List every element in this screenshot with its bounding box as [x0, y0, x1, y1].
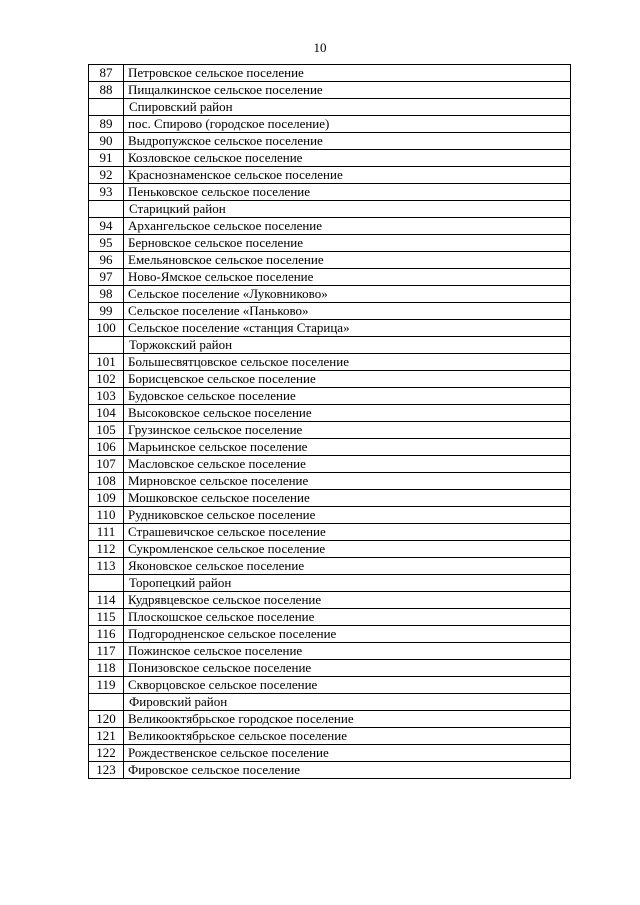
settlement-name-cell: Марьинское сельское поселение: [124, 439, 571, 456]
table-row: [89, 558, 571, 575]
table-row: [89, 371, 571, 388]
table-row: [89, 303, 571, 320]
settlement-name-cell: Сельское поселение «станция Старица»: [124, 320, 571, 337]
settlement-name-cell: Яконовское сельское поселение: [124, 558, 571, 575]
settlement-name-cell: Борисцевское сельское поселение: [124, 371, 571, 388]
row-number-cell: 115: [89, 609, 124, 626]
row-number-cell: 116: [89, 626, 124, 643]
settlement-name-cell: Великооктябрьское городское поселение: [124, 711, 571, 728]
row-number-cell: 90: [89, 133, 124, 150]
settlement-name-cell: Краснознаменское сельское поселение: [124, 167, 571, 184]
settlement-name-cell: Рудниковское сельское поселение: [124, 507, 571, 524]
row-number-cell: 91: [89, 150, 124, 167]
settlement-name-cell: Сельское поселение «Луковниково»: [124, 286, 571, 303]
row-number-cell: 93: [89, 184, 124, 201]
settlement-name-cell: Берновское сельское поселение: [124, 235, 571, 252]
district-name-cell: Торжокский район: [124, 337, 571, 354]
table-row: [89, 592, 571, 609]
table-row: [89, 422, 571, 439]
settlement-name-cell: Грузинское сельское поселение: [124, 422, 571, 439]
settlement-name-cell: Понизовское сельское поселение: [124, 660, 571, 677]
table-body: [89, 65, 571, 779]
settlement-name-cell: Мошковское сельское поселение: [124, 490, 571, 507]
settlement-name-cell: Пеньковское сельское поселение: [124, 184, 571, 201]
settlement-name-cell: Скворцовское сельское поселение: [124, 677, 571, 694]
row-number-cell: 100: [89, 320, 124, 337]
settlement-name-cell: Подгородненское сельское поселение: [124, 626, 571, 643]
row-number-cell: 95: [89, 235, 124, 252]
row-number-cell: 112: [89, 541, 124, 558]
settlement-name-cell: Будовское сельское поселение: [124, 388, 571, 405]
row-number-cell: 123: [89, 762, 124, 779]
table-row: [89, 507, 571, 524]
row-number-cell: 108: [89, 473, 124, 490]
district-header-row: [89, 575, 571, 592]
table-row: [89, 184, 571, 201]
row-number-cell: 98: [89, 286, 124, 303]
settlement-name-cell: Пожинское сельское поселение: [124, 643, 571, 660]
row-number-cell: [89, 694, 124, 711]
row-number-cell: 121: [89, 728, 124, 745]
settlement-name-cell: Плоскошское сельское поселение: [124, 609, 571, 626]
table-row: [89, 320, 571, 337]
table-row: [89, 711, 571, 728]
settlement-name-cell: Масловское сельское поселение: [124, 456, 571, 473]
settlement-name-cell: Козловское сельское поселение: [124, 150, 571, 167]
table-row: [89, 82, 571, 99]
table-row: [89, 473, 571, 490]
table-row: [89, 660, 571, 677]
table-row: [89, 609, 571, 626]
table-row: [89, 728, 571, 745]
row-number-cell: 118: [89, 660, 124, 677]
settlement-name-cell: Великооктябрьское сельское поселение: [124, 728, 571, 745]
table-row: [89, 218, 571, 235]
district-name-cell: Спировский район: [124, 99, 571, 116]
table-row: [89, 133, 571, 150]
table-row: [89, 677, 571, 694]
row-number-cell: [89, 575, 124, 592]
district-name-cell: Торопецкий район: [124, 575, 571, 592]
settlement-name-cell: Фировское сельское поселение: [124, 762, 571, 779]
row-number-cell: 94: [89, 218, 124, 235]
row-number-cell: 122: [89, 745, 124, 762]
row-number-cell: 103: [89, 388, 124, 405]
table-row: [89, 643, 571, 660]
table-row: [89, 269, 571, 286]
settlement-name-cell: Большесвятцовское сельское поселение: [124, 354, 571, 371]
table-row: [89, 745, 571, 762]
table-row: [89, 626, 571, 643]
page-number: 10: [313, 40, 327, 55]
row-number-cell: 97: [89, 269, 124, 286]
row-number-cell: 106: [89, 439, 124, 456]
row-number-cell: 101: [89, 354, 124, 371]
settlement-name-cell: Архангельское сельское поселение: [124, 218, 571, 235]
table-row: [89, 235, 571, 252]
settlement-name-cell: Кудрявцевское сельское поселение: [124, 592, 571, 609]
table-row: [89, 456, 571, 473]
row-number-cell: 120: [89, 711, 124, 728]
settlement-name-cell: Рождественское сельское поселение: [124, 745, 571, 762]
table-row: [89, 490, 571, 507]
settlement-name-cell: Емельяновское сельское поселение: [124, 252, 571, 269]
row-number-cell: 114: [89, 592, 124, 609]
row-number-cell: 89: [89, 116, 124, 133]
district-header-row: [89, 694, 571, 711]
row-number-cell: 107: [89, 456, 124, 473]
table-row: [89, 167, 571, 184]
row-number-cell: 117: [89, 643, 124, 660]
row-number-cell: 99: [89, 303, 124, 320]
settlement-name-cell: Высоковское сельское поселение: [124, 405, 571, 422]
row-number-cell: 96: [89, 252, 124, 269]
settlement-name-cell: пос. Спирово (городское поселение): [124, 116, 571, 133]
table-row: [89, 354, 571, 371]
row-number-cell: [89, 99, 124, 116]
row-number-cell: [89, 201, 124, 218]
table-row: [89, 65, 571, 82]
settlement-name-cell: Сукромленское сельское поселение: [124, 541, 571, 558]
settlement-name-cell: Мирновское сельское поселение: [124, 473, 571, 490]
row-number-cell: 92: [89, 167, 124, 184]
district-header-row: [89, 201, 571, 218]
row-number-cell: [89, 337, 124, 354]
row-number-cell: 105: [89, 422, 124, 439]
district-name-cell: Фировский район: [124, 694, 571, 711]
settlement-name-cell: Петровское сельское поселение: [124, 65, 571, 82]
row-number-cell: 109: [89, 490, 124, 507]
table-row: [89, 150, 571, 167]
settlement-name-cell: Сельское поселение «Паньково»: [124, 303, 571, 320]
table-row: [89, 405, 571, 422]
settlement-name-cell: Ново-Ямское сельское поселение: [124, 269, 571, 286]
row-number-cell: 87: [89, 65, 124, 82]
table-row: [89, 762, 571, 779]
table-row: [89, 439, 571, 456]
row-number-cell: 110: [89, 507, 124, 524]
row-number-cell: 104: [89, 405, 124, 422]
district-header-row: [89, 337, 571, 354]
table-row: [89, 286, 571, 303]
table-row: [89, 388, 571, 405]
settlement-name-cell: Пищалкинское сельское поселение: [124, 82, 571, 99]
district-header-row: [89, 99, 571, 116]
table-row: [89, 524, 571, 541]
settlement-name-cell: Выдропужское сельское поселение: [124, 133, 571, 150]
district-name-cell: Старицкий район: [124, 201, 571, 218]
row-number-cell: 111: [89, 524, 124, 541]
settlements-table: [88, 64, 571, 779]
row-number-cell: 119: [89, 677, 124, 694]
table-row: [89, 252, 571, 269]
table-row: [89, 116, 571, 133]
row-number-cell: 88: [89, 82, 124, 99]
table-row: [89, 541, 571, 558]
row-number-cell: 102: [89, 371, 124, 388]
row-number-cell: 113: [89, 558, 124, 575]
settlement-name-cell: Страшевичское сельское поселение: [124, 524, 571, 541]
